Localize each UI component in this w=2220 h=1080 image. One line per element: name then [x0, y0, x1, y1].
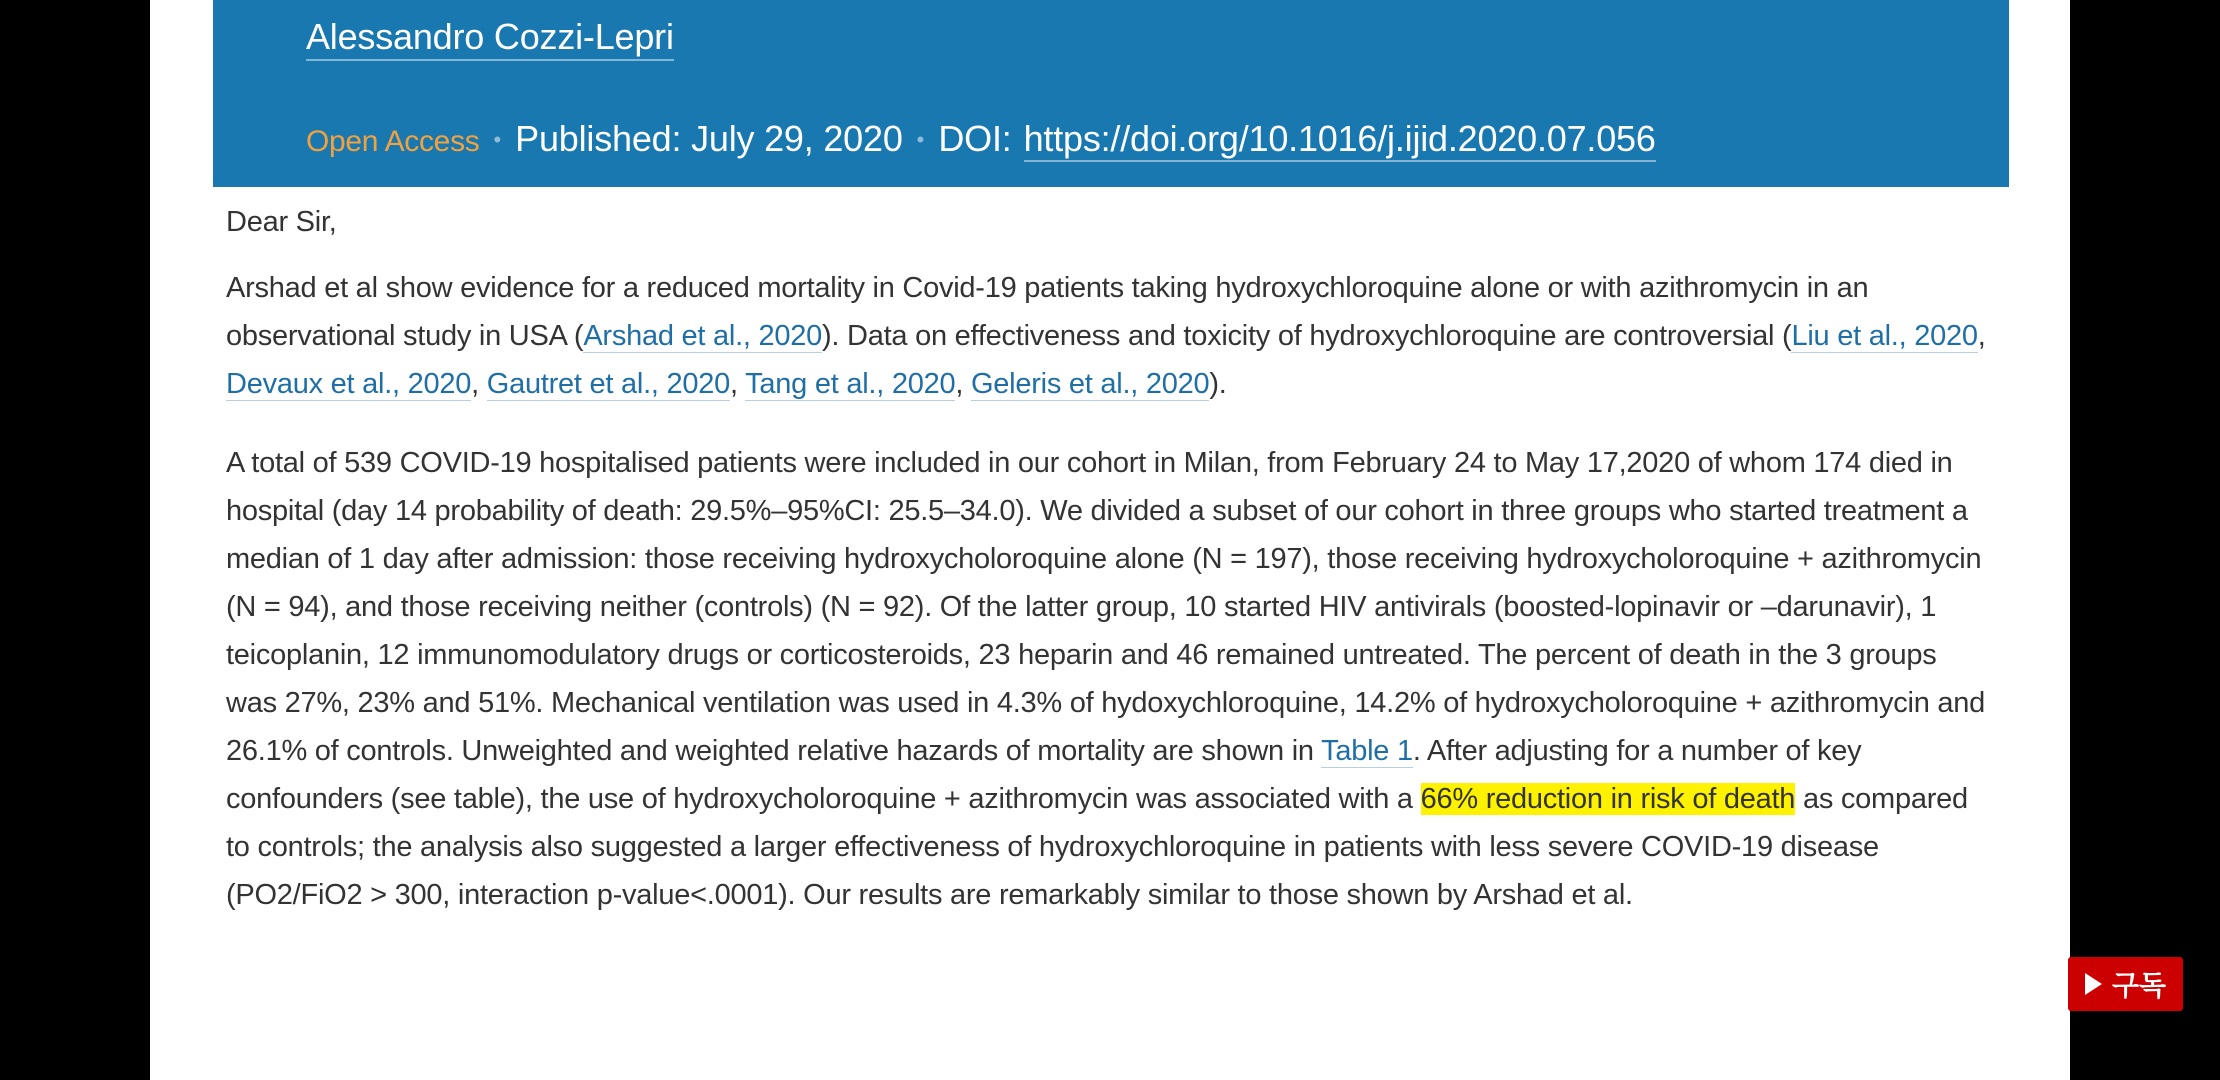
separator: , — [1977, 320, 1986, 352]
subscribe-button[interactable] — [2068, 957, 2183, 1011]
separator: , — [471, 368, 487, 400]
reference-link-arshad[interactable]: Arshad et al., 2020 — [583, 320, 823, 352]
paragraph-text: A total of 539 COVID-19 hospitalised patients were included in our cohort in Milan, from February 24 to May 17,2020 of whom 174 died in hospital (day 14 probability of death: 29.5%–95%CI: 25.5–34.0). We divided a subset of our cohort in three groups who started treatment a median of 1 day after admission: those receiving hydroxycholoroquine alone (N = 197), those receiving hydroxycholoroquine + azithromycin (N = 94), and those receiving neither (controls) (N = 92). Of the latter group, 10 started HIV antivirals (boosted-lopinavir or –darunavir), 1 teicoplanin, 12 immunomodulatory drugs or corticosteroids, 23 heparin and 46 remained untreated. The percent of death in the 3 groups was 27%, 23% and 51%. Mechanical ventilation was used in 4.3% of hydoxychloroquine, 14.2% of hydroxycholoroquine + azithromycin and 26.1% of controls. Unweighted and weighted relative hazards of mortality are shown in — [226, 447, 1986, 767]
play-icon — [2085, 973, 2102, 995]
paragraph-text: as compared to controls; the analysis also suggested a larger effectiveness of hydroxychloroquine in patients with less severe COVID-19 disease (PO2/FiO2 > 300, interaction p-value<.0001). Our results are remarkably similar to those shown by Arshad et al. — [226, 783, 1968, 911]
reference-link-geleris[interactable]: Geleris et al., 2020 — [970, 368, 1210, 400]
salutation: Dear Sir, — [226, 206, 337, 238]
paragraph-1 — [226, 264, 1986, 408]
highlighted-text: 66% reduction in risk of death — [1420, 783, 1796, 815]
table-1-link[interactable]: Table 1 — [1321, 735, 1413, 767]
article-header-banner — [213, 0, 2009, 187]
paragraph-text: ). — [1209, 368, 1227, 400]
reference-link-liu[interactable]: Liu et al., 2020 — [1791, 320, 1978, 352]
paragraph-text: . After adjusting for a number of key confounders (see table), the use of hydroxycholoroquine + azithromycin was associated with a — [226, 735, 1862, 815]
author-link[interactable]: Alessandro Cozzi-Lepri — [306, 16, 674, 61]
article-meta — [306, 118, 1656, 162]
published-date: Published: July 29, 2020 — [515, 118, 903, 159]
open-access-label: Open Access — [306, 125, 480, 158]
subscribe-label: 구독 — [2111, 969, 2167, 1002]
paragraph-text: ). Data on effectiveness and toxicity of hydroxychloroquine are controversial ( — [822, 320, 1792, 352]
article-page — [150, 0, 2070, 1080]
reference-link-gautret[interactable]: Gautret et al., 2020 — [486, 368, 731, 400]
reference-link-tang[interactable]: Tang et al., 2020 — [745, 368, 956, 400]
reference-link-devaux[interactable]: Devaux et al., 2020 — [226, 368, 472, 400]
paragraph-text: Arshad et al show evidence for a reduced mortality in Covid-19 patients taking hydroxychloroquine alone or with azithromycin in an observational study in USA ( — [226, 272, 1869, 352]
paragraph-2 — [226, 439, 1986, 919]
separator: , — [730, 368, 746, 400]
doi-link[interactable]: https://doi.org/10.1016/j.ijid.2020.07.056 — [1024, 118, 1656, 162]
separator: , — [955, 368, 971, 400]
separator-bullet: • — [493, 127, 502, 152]
doi-label: DOI: — [938, 118, 1012, 159]
separator-bullet: • — [916, 127, 925, 152]
article-body — [226, 198, 1986, 919]
